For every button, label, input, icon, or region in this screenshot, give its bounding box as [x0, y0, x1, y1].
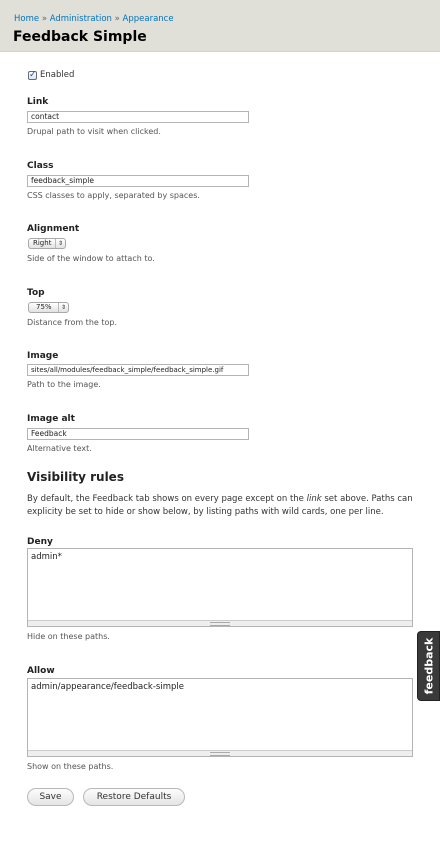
allow-label: Allow: [27, 666, 55, 676]
alignment-description: Side of the window to attach to.: [27, 254, 155, 263]
visibility-intro: [27, 493, 419, 519]
deny-textarea[interactable]: [27, 548, 413, 627]
image-alt-description: Alternative text.: [27, 444, 92, 453]
link-label: Link: [27, 97, 49, 107]
alignment-selected: Right: [33, 239, 52, 247]
alignment-select[interactable]: [28, 238, 66, 249]
image-alt-label: Image alt: [27, 414, 75, 424]
intro-emphasis: link: [306, 494, 322, 504]
class-description: CSS classes to apply, separated by spaces.: [27, 191, 200, 200]
intro-text-after: set above. Paths can explicity be set to hide or show below, by listing paths with wild cards, one per line.: [27, 494, 413, 517]
class-input[interactable]: feedback_simple: [27, 175, 249, 187]
breadcrumb-separator: »: [114, 14, 120, 24]
breadcrumb-separator: »: [41, 14, 48, 24]
image-description: Path to the image.: [27, 380, 101, 389]
top-description: Distance from the top.: [27, 318, 118, 327]
resize-grip-icon[interactable]: [28, 750, 412, 756]
image-alt-input[interactable]: Feedback: [27, 428, 249, 440]
feedback-tab-label: feedback: [422, 637, 435, 695]
allow-textarea[interactable]: [27, 678, 413, 757]
intro-text-before: By default, the Feedback tab shows on every page except on the: [27, 494, 307, 504]
image-label: Image: [27, 351, 59, 361]
page-title: Feedback Simple: [13, 29, 147, 45]
restore-defaults-button[interactable]: Restore Defaults: [83, 788, 185, 806]
save-button[interactable]: Save: [27, 788, 74, 806]
allow-description: Show on these paths.: [27, 762, 114, 771]
breadcrumb-appearance[interactable]: Appearance: [122, 14, 174, 24]
feedback-tab[interactable]: [417, 631, 440, 701]
enabled-label[interactable]: Enabled: [40, 70, 75, 80]
deny-label: Deny: [27, 537, 53, 547]
breadcrumb-home[interactable]: Home: [14, 14, 40, 24]
deny-value: admin*: [31, 552, 62, 562]
alignment-label: Alignment: [27, 224, 80, 234]
resize-grip-icon[interactable]: [28, 620, 412, 626]
check-icon: ✓: [29, 70, 37, 80]
link-description: Drupal path to visit when clicked.: [27, 127, 161, 136]
breadcrumb: [14, 14, 174, 24]
class-label: Class: [27, 161, 54, 171]
allow-value: admin/appearance/feedback-simple: [31, 682, 184, 692]
deny-description: Hide on these paths.: [27, 632, 110, 641]
link-input[interactable]: contact: [27, 111, 249, 123]
top-label: Top: [27, 288, 45, 298]
page-header: [0, 0, 440, 52]
settings-form: [0, 52, 440, 843]
top-selected: 75%: [36, 303, 52, 311]
up-down-arrows-icon: ⇕: [55, 239, 65, 248]
enabled-checkbox[interactable]: [28, 71, 37, 80]
top-select[interactable]: [28, 302, 69, 313]
breadcrumb-administration[interactable]: Administration: [49, 14, 112, 24]
visibility-title: Visibility rules: [27, 470, 124, 484]
image-input[interactable]: sites/all/modules/feedback_simple/feedback_simple.gif: [27, 364, 249, 376]
up-down-arrows-icon: ⇕: [58, 303, 68, 312]
